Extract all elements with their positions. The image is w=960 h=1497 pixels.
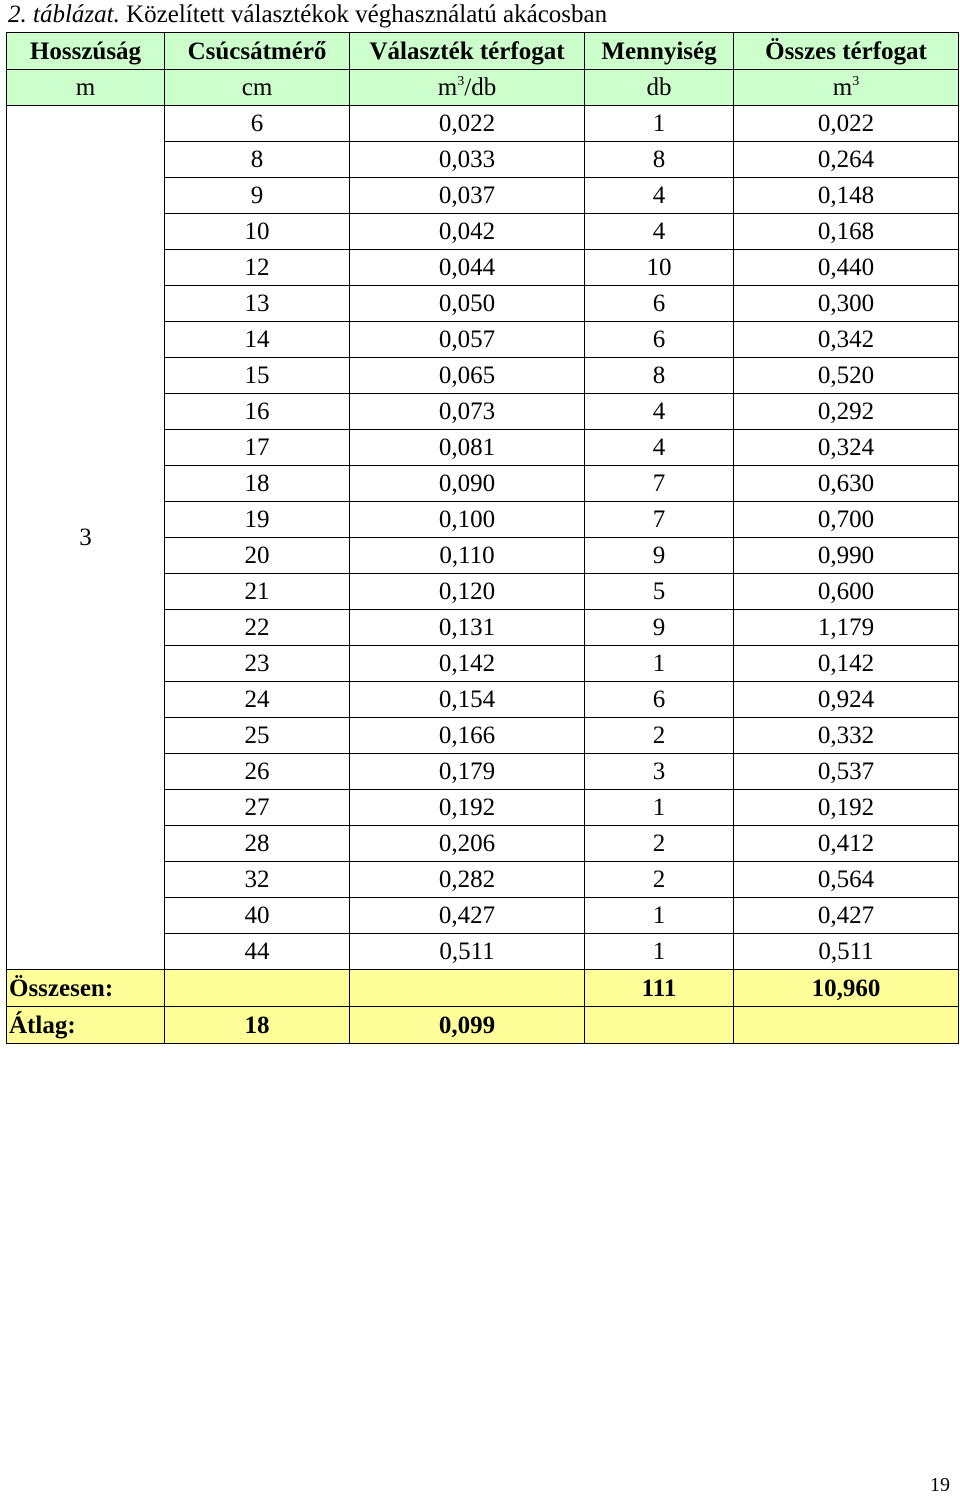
diameter-cell: 15 bbox=[165, 358, 350, 394]
header-length: Hosszúság bbox=[7, 33, 165, 70]
diameter-cell: 10 bbox=[165, 214, 350, 250]
summary-empty-diameter bbox=[165, 970, 350, 1007]
volume-cell: 0,192 bbox=[350, 790, 585, 826]
caption-text: Közelített választékok véghasználatú akácosban bbox=[126, 1, 608, 28]
unit-row bbox=[7, 70, 959, 106]
summary-label: Összesen: bbox=[7, 970, 165, 1007]
total-volume-cell: 0,192 bbox=[734, 790, 959, 826]
average-label: Átlag: bbox=[7, 1007, 165, 1044]
diameter-cell: 28 bbox=[165, 826, 350, 862]
volume-cell: 0,120 bbox=[350, 574, 585, 610]
header-diameter: Csúcsátmérő bbox=[165, 33, 350, 70]
diameter-cell: 14 bbox=[165, 322, 350, 358]
total-volume-cell: 0,412 bbox=[734, 826, 959, 862]
quantity-cell: 6 bbox=[585, 682, 734, 718]
diameter-cell: 19 bbox=[165, 502, 350, 538]
volume-cell: 0,427 bbox=[350, 898, 585, 934]
average-empty-quantity bbox=[585, 1007, 734, 1044]
quantity-cell: 2 bbox=[585, 862, 734, 898]
total-volume-cell: 0,292 bbox=[734, 394, 959, 430]
volume-cell: 0,100 bbox=[350, 502, 585, 538]
total-volume-cell: 0,324 bbox=[734, 430, 959, 466]
quantity-cell: 2 bbox=[585, 826, 734, 862]
volume-cell: 0,081 bbox=[350, 430, 585, 466]
quantity-cell: 3 bbox=[585, 754, 734, 790]
diameter-cell: 8 bbox=[165, 142, 350, 178]
volume-cell: 0,090 bbox=[350, 466, 585, 502]
diameter-cell: 18 bbox=[165, 466, 350, 502]
quantity-cell: 4 bbox=[585, 430, 734, 466]
volume-cell: 0,110 bbox=[350, 538, 585, 574]
summary-empty-volume bbox=[350, 970, 585, 1007]
total-volume-cell: 0,427 bbox=[734, 898, 959, 934]
total-volume-cell: 0,332 bbox=[734, 718, 959, 754]
volume-cell: 0,166 bbox=[350, 718, 585, 754]
summary-row bbox=[7, 970, 959, 1007]
table-caption bbox=[8, 0, 607, 32]
unit-length: m bbox=[7, 70, 165, 106]
unit-vol-rest: /db bbox=[464, 74, 497, 101]
quantity-cell: 10 bbox=[585, 250, 734, 286]
unit-total-sup: 3 bbox=[852, 74, 860, 89]
diameter-cell: 22 bbox=[165, 610, 350, 646]
total-volume-cell: 0,264 bbox=[734, 142, 959, 178]
page-number: 19 bbox=[930, 1474, 950, 1496]
volume-cell: 0,037 bbox=[350, 178, 585, 214]
quantity-cell: 7 bbox=[585, 466, 734, 502]
total-volume-cell: 0,142 bbox=[734, 646, 959, 682]
volume-cell: 0,033 bbox=[350, 142, 585, 178]
volume-cell: 0,154 bbox=[350, 682, 585, 718]
average-row bbox=[7, 1007, 959, 1044]
volume-cell: 0,511 bbox=[350, 934, 585, 970]
diameter-cell: 20 bbox=[165, 538, 350, 574]
diameter-cell: 27 bbox=[165, 790, 350, 826]
quantity-cell: 4 bbox=[585, 214, 734, 250]
unit-quantity: db bbox=[585, 70, 734, 106]
diameter-cell: 12 bbox=[165, 250, 350, 286]
diameter-cell: 24 bbox=[165, 682, 350, 718]
diameter-cell: 21 bbox=[165, 574, 350, 610]
total-volume-cell: 0,564 bbox=[734, 862, 959, 898]
total-volume-cell: 0,168 bbox=[734, 214, 959, 250]
diameter-cell: 17 bbox=[165, 430, 350, 466]
summary-quantity: 111 bbox=[585, 970, 734, 1007]
unit-vol-base: m bbox=[437, 74, 458, 101]
quantity-cell: 6 bbox=[585, 286, 734, 322]
diameter-cell: 40 bbox=[165, 898, 350, 934]
volume-cell: 0,022 bbox=[350, 106, 585, 142]
volume-cell: 0,282 bbox=[350, 862, 585, 898]
total-volume-cell: 0,924 bbox=[734, 682, 959, 718]
header-total-volume: Összes térfogat bbox=[734, 33, 959, 70]
diameter-cell: 26 bbox=[165, 754, 350, 790]
total-volume-cell: 0,440 bbox=[734, 250, 959, 286]
quantity-cell: 1 bbox=[585, 646, 734, 682]
volume-cell: 0,050 bbox=[350, 286, 585, 322]
quantity-cell: 8 bbox=[585, 358, 734, 394]
diameter-cell: 9 bbox=[165, 178, 350, 214]
diameter-cell: 25 bbox=[165, 718, 350, 754]
volume-cell: 0,042 bbox=[350, 214, 585, 250]
total-volume-cell: 0,537 bbox=[734, 754, 959, 790]
total-volume-cell: 0,511 bbox=[734, 934, 959, 970]
total-volume-cell: 0,148 bbox=[734, 178, 959, 214]
total-volume-cell: 0,630 bbox=[734, 466, 959, 502]
quantity-cell: 1 bbox=[585, 934, 734, 970]
quantity-cell: 2 bbox=[585, 718, 734, 754]
volume-cell: 0,142 bbox=[350, 646, 585, 682]
length-cell: 3 bbox=[7, 106, 165, 970]
assortment-table bbox=[6, 32, 959, 1044]
unit-diameter: cm bbox=[165, 70, 350, 106]
unit-total-base: m bbox=[832, 74, 853, 101]
unit-total-volume bbox=[734, 70, 959, 106]
total-volume-cell: 0,300 bbox=[734, 286, 959, 322]
total-volume-cell: 0,600 bbox=[734, 574, 959, 610]
average-diameter: 18 bbox=[165, 1007, 350, 1044]
table-row bbox=[7, 106, 959, 142]
diameter-cell: 32 bbox=[165, 862, 350, 898]
diameter-cell: 16 bbox=[165, 394, 350, 430]
volume-cell: 0,206 bbox=[350, 826, 585, 862]
quantity-cell: 4 bbox=[585, 394, 734, 430]
total-volume-cell: 0,022 bbox=[734, 106, 959, 142]
volume-cell: 0,057 bbox=[350, 322, 585, 358]
volume-cell: 0,065 bbox=[350, 358, 585, 394]
volume-cell: 0,073 bbox=[350, 394, 585, 430]
quantity-cell: 6 bbox=[585, 322, 734, 358]
diameter-cell: 6 bbox=[165, 106, 350, 142]
quantity-cell: 4 bbox=[585, 178, 734, 214]
header-quantity: Mennyiség bbox=[585, 33, 734, 70]
quantity-cell: 7 bbox=[585, 502, 734, 538]
caption-label: 2. táblázat. bbox=[8, 1, 120, 28]
average-volume: 0,099 bbox=[350, 1007, 585, 1044]
unit-vol-sup: 3 bbox=[457, 74, 465, 89]
quantity-cell: 1 bbox=[585, 790, 734, 826]
total-volume-cell: 0,700 bbox=[734, 502, 959, 538]
header-row bbox=[7, 33, 959, 70]
header-assortment-volume: Választék térfogat bbox=[350, 33, 585, 70]
quantity-cell: 9 bbox=[585, 538, 734, 574]
volume-cell: 0,179 bbox=[350, 754, 585, 790]
average-empty-total bbox=[734, 1007, 959, 1044]
total-volume-cell: 0,990 bbox=[734, 538, 959, 574]
quantity-cell: 8 bbox=[585, 142, 734, 178]
total-volume-cell: 0,520 bbox=[734, 358, 959, 394]
total-volume-cell: 0,342 bbox=[734, 322, 959, 358]
quantity-cell: 1 bbox=[585, 898, 734, 934]
diameter-cell: 13 bbox=[165, 286, 350, 322]
quantity-cell: 5 bbox=[585, 574, 734, 610]
quantity-cell: 1 bbox=[585, 106, 734, 142]
unit-assortment-volume bbox=[350, 70, 585, 106]
volume-cell: 0,044 bbox=[350, 250, 585, 286]
volume-cell: 0,131 bbox=[350, 610, 585, 646]
summary-total-volume: 10,960 bbox=[734, 970, 959, 1007]
total-volume-cell: 1,179 bbox=[734, 610, 959, 646]
diameter-cell: 44 bbox=[165, 934, 350, 970]
diameter-cell: 23 bbox=[165, 646, 350, 682]
quantity-cell: 9 bbox=[585, 610, 734, 646]
